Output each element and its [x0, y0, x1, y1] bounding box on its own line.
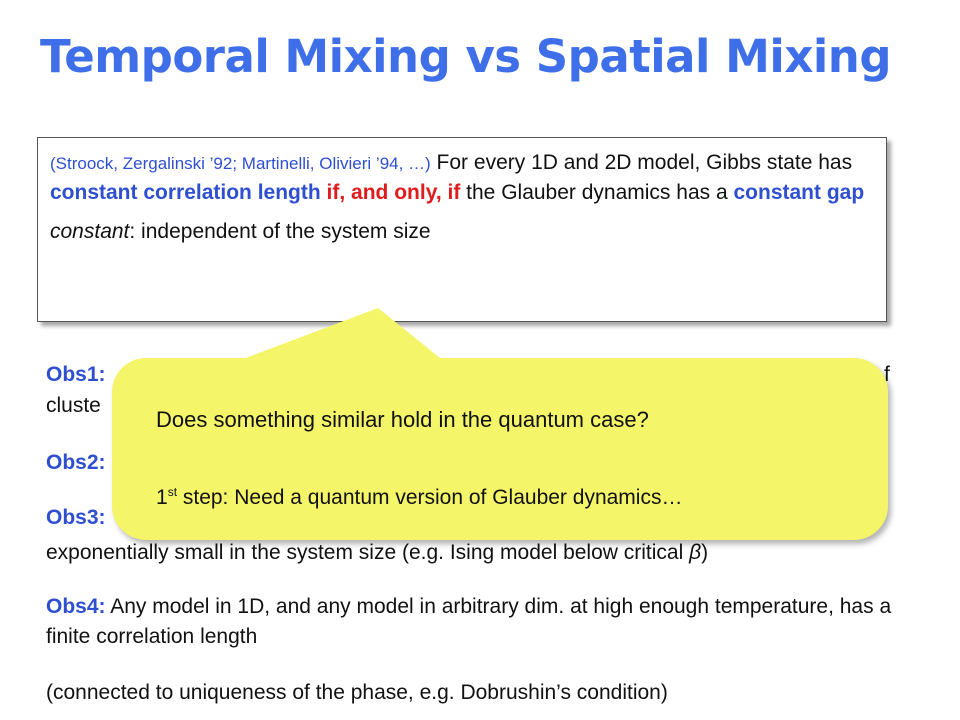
callout-step [156, 485, 682, 510]
definition-term: constant [50, 220, 130, 243]
step-superscript: st [167, 485, 178, 499]
obs-note-text: (connected to uniqueness of the phase, e.g. Dobrushin’s condition) [46, 681, 668, 704]
step-text: step: Need a quantum version of Glauber dynamics… [177, 486, 683, 509]
slide-title: Temporal Mixing vs Spatial Mixing [40, 30, 892, 83]
theorem-text-2: the Glauber dynamics has a [460, 181, 734, 204]
obs4 [46, 592, 926, 652]
callout-balloon [112, 358, 888, 540]
obs1-label: Obs1: [46, 363, 106, 386]
step-number: 1 [156, 486, 168, 509]
theorem-statement [50, 148, 874, 207]
iff-phrase: if, and only, if [326, 181, 461, 204]
obs3-close: ) [701, 541, 709, 564]
obs-note [46, 678, 926, 708]
obs4-label: Obs4: [46, 595, 106, 618]
obs3-text: exponentially small in the system size (e.g. Ising model below critical [46, 541, 690, 564]
obs3-line2 [46, 538, 926, 568]
theorem-text-1: For every 1D and 2D model, Gibbs state has [430, 151, 853, 174]
definition [50, 217, 874, 246]
beta-symbol: β [689, 541, 702, 564]
obs3-label: Obs3: [46, 506, 106, 529]
citation: (Stroock, Zergalinski ’92; Martinelli, Olivieri ’94, …) [50, 154, 431, 173]
obs4-text: Any model in 1D, and any model in arbitrary dim. at high enough temperature, has a finite correlation length [46, 595, 892, 648]
theorem-box [37, 137, 887, 322]
constant-gap-phrase: constant gap [733, 181, 865, 204]
obs1-tail: f [884, 363, 890, 386]
definition-text: : independent of the system size [129, 220, 431, 243]
callout-question: Does something similar hold in the quantum case? [156, 407, 649, 432]
obs2-label: Obs2: [46, 451, 106, 474]
obs1-line2-text: cluste [46, 394, 101, 417]
correlation-length-phrase: constant correlation length [50, 181, 321, 204]
